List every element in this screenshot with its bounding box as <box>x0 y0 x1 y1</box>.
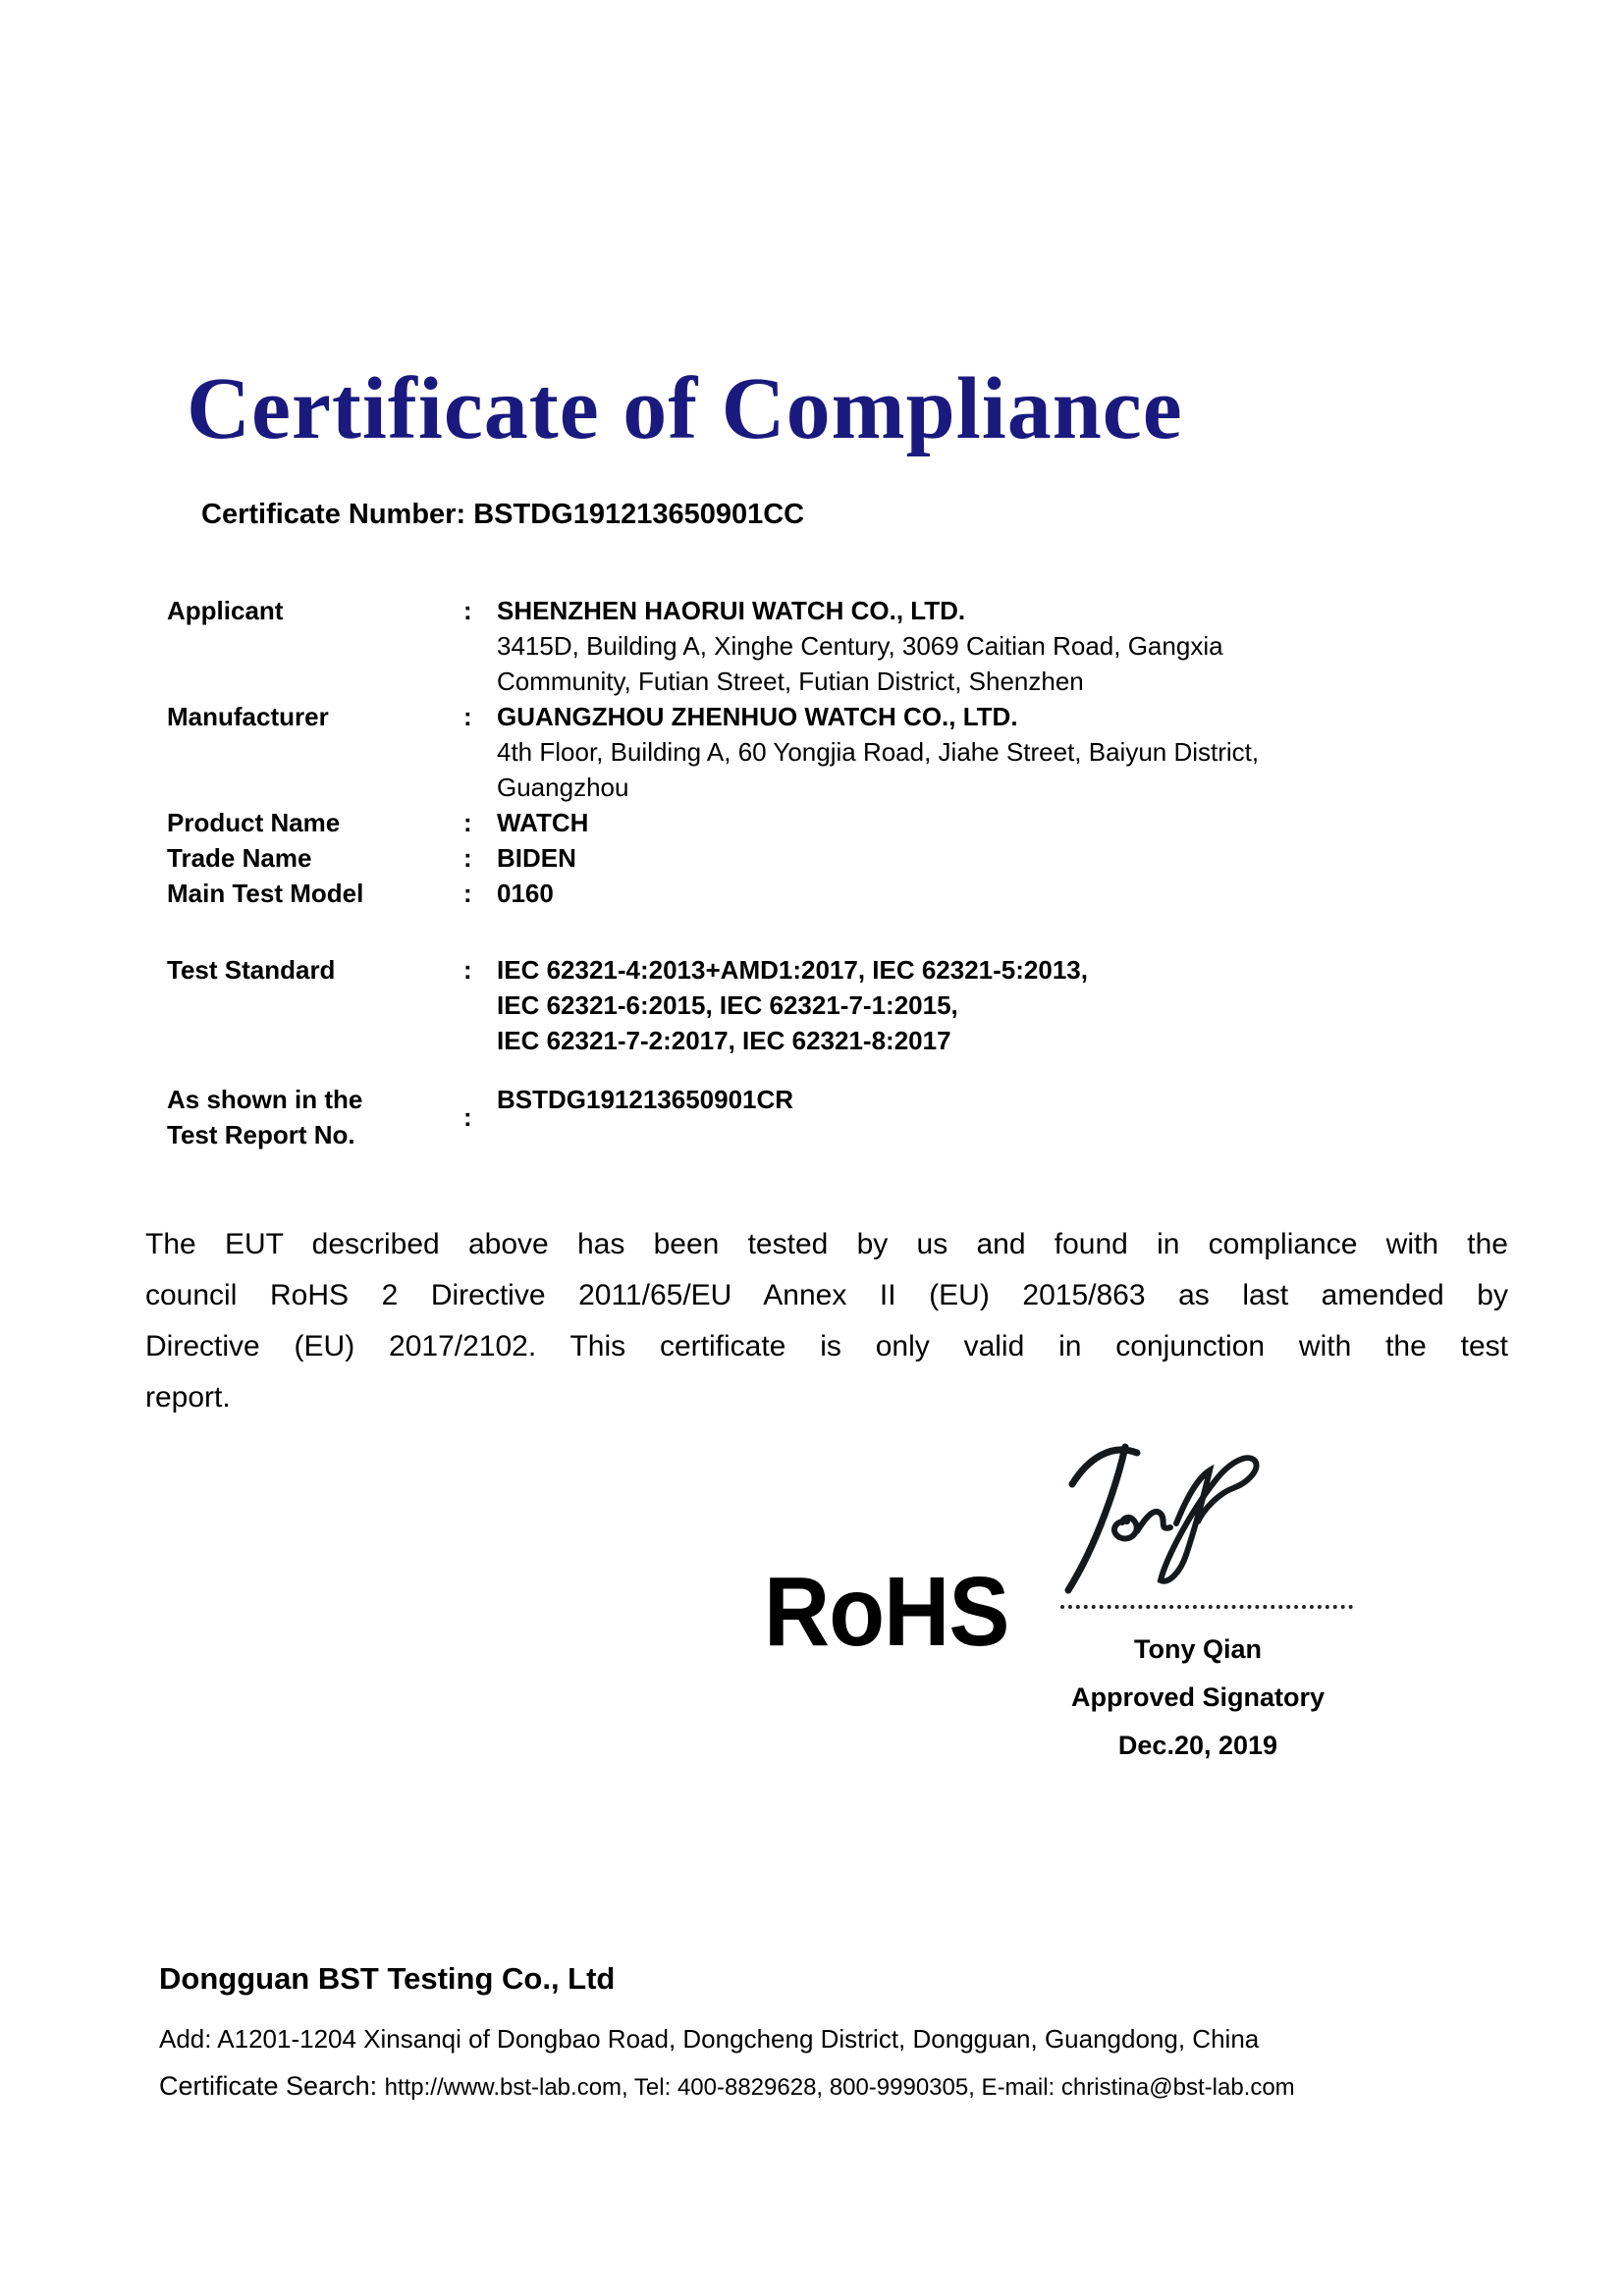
applicant-name: SHENZHEN HAORUI WATCH CO., LTD. <box>497 596 966 625</box>
certificate-number-label: Certificate Number: <box>201 499 466 530</box>
product-name-value: WATCH <box>497 808 589 837</box>
field-row-applicant <box>167 593 1463 699</box>
field-value <box>497 699 1463 805</box>
field-label: Manufacturer <box>167 702 329 731</box>
field-label-line: Test Report No. <box>167 1120 355 1149</box>
field-row-product-name <box>167 805 1463 840</box>
certificate-number-value: BSTDG191213650901CC <box>473 499 805 530</box>
certificate-search-value: http://www.bst-lab.com, Tel: 400-8829628, 800-9990305, E-mail: christina@bst-lab.com <box>384 2074 1295 2101</box>
signature-image <box>1011 1425 1316 1602</box>
test-standard-line: IEC 62321-4:2013+AMD1:2017, IEC 62321-5:2013, <box>497 955 1088 985</box>
field-row-trade-name <box>167 840 1463 876</box>
test-standard-line: IEC 62321-6:2015, IEC 62321-7-1:2015, <box>497 990 958 1020</box>
field-label <box>167 1082 463 1152</box>
field-label: Trade Name <box>167 843 312 873</box>
applicant-address-line: Community, Futian Street, Futian District, Shenzhen <box>497 667 1084 696</box>
signature-dotted-line <box>1060 1590 1353 1609</box>
field-value <box>497 593 1463 699</box>
field-colon: : <box>463 879 472 908</box>
certificate-fields <box>167 593 1463 1152</box>
certificate-search-line <box>159 2071 1295 2102</box>
signatory-name: Tony Qian <box>1133 1634 1262 1664</box>
field-row-manufacturer <box>167 699 1463 805</box>
signatory-title: Approved Signatory <box>1070 1682 1326 1712</box>
page-title: Certificate of Compliance <box>187 360 1183 458</box>
field-colon: : <box>463 955 472 985</box>
field-row-test-standard <box>167 952 1463 1058</box>
field-label: Applicant <box>167 596 284 625</box>
test-standard-line: IEC 62321-7-2:2017, IEC 62321-8:2017 <box>497 1026 951 1055</box>
manufacturer-address-line: Guangzhou <box>497 773 629 802</box>
field-colon: : <box>463 1102 472 1132</box>
trade-name-value: BIDEN <box>497 843 576 873</box>
manufacturer-name: GUANGZHOU ZHENHUO WATCH CO., LTD. <box>497 702 1018 731</box>
signature-date: Dec.20, 2019 <box>1117 1731 1278 1760</box>
field-colon: : <box>463 702 472 731</box>
field-label-line: As shown in the <box>167 1085 363 1114</box>
field-colon: : <box>463 808 472 837</box>
statement-line: report. <box>145 1381 231 1414</box>
field-row-test-report-no <box>167 1082 1463 1152</box>
statement-line: Directive (EU) 2017/2102. This certificate is only valid in conjunction with the test <box>145 1330 1508 1362</box>
certificate-number-line <box>201 499 804 531</box>
field-colon: : <box>463 596 472 625</box>
certificate-search-label: Certificate Search: <box>159 2071 378 2101</box>
field-label: Test Standard <box>167 955 336 985</box>
lab-address: Add: A1201-1204 Xinsanqi of Dongbao Road, Dongcheng District, Dongguan, Guangdong, China <box>159 2024 1260 2054</box>
rohs-logo: RoHS <box>764 1557 1009 1667</box>
lab-company-name: Dongguan BST Testing Co., Ltd <box>159 1961 616 1996</box>
signatory-block <box>1049 1626 1347 1770</box>
field-colon: : <box>463 843 472 873</box>
field-label: Main Test Model <box>167 879 364 908</box>
manufacturer-address-line: 4th Floor, Building A, 60 Yongjia Road, Jiahe Street, Baiyun District, <box>497 737 1260 767</box>
statement-line: The EUT described above has been tested by us and found in compliance with the <box>145 1228 1508 1260</box>
applicant-address-line: 3415D, Building A, Xinghe Century, 3069 Caitian Road, Gangxia <box>497 631 1223 661</box>
field-value <box>497 952 1463 1058</box>
main-test-model-value: 0160 <box>497 879 554 908</box>
field-row-main-test-model <box>167 876 1463 911</box>
test-report-no-value: BSTDG191213650901CR <box>497 1085 794 1114</box>
statement-line: council RoHS 2 Directive 2011/65/EU Annex II (EU) 2015/863 as last amended by <box>145 1279 1508 1311</box>
field-label: Product Name <box>167 808 341 837</box>
compliance-statement <box>145 1219 1508 1423</box>
